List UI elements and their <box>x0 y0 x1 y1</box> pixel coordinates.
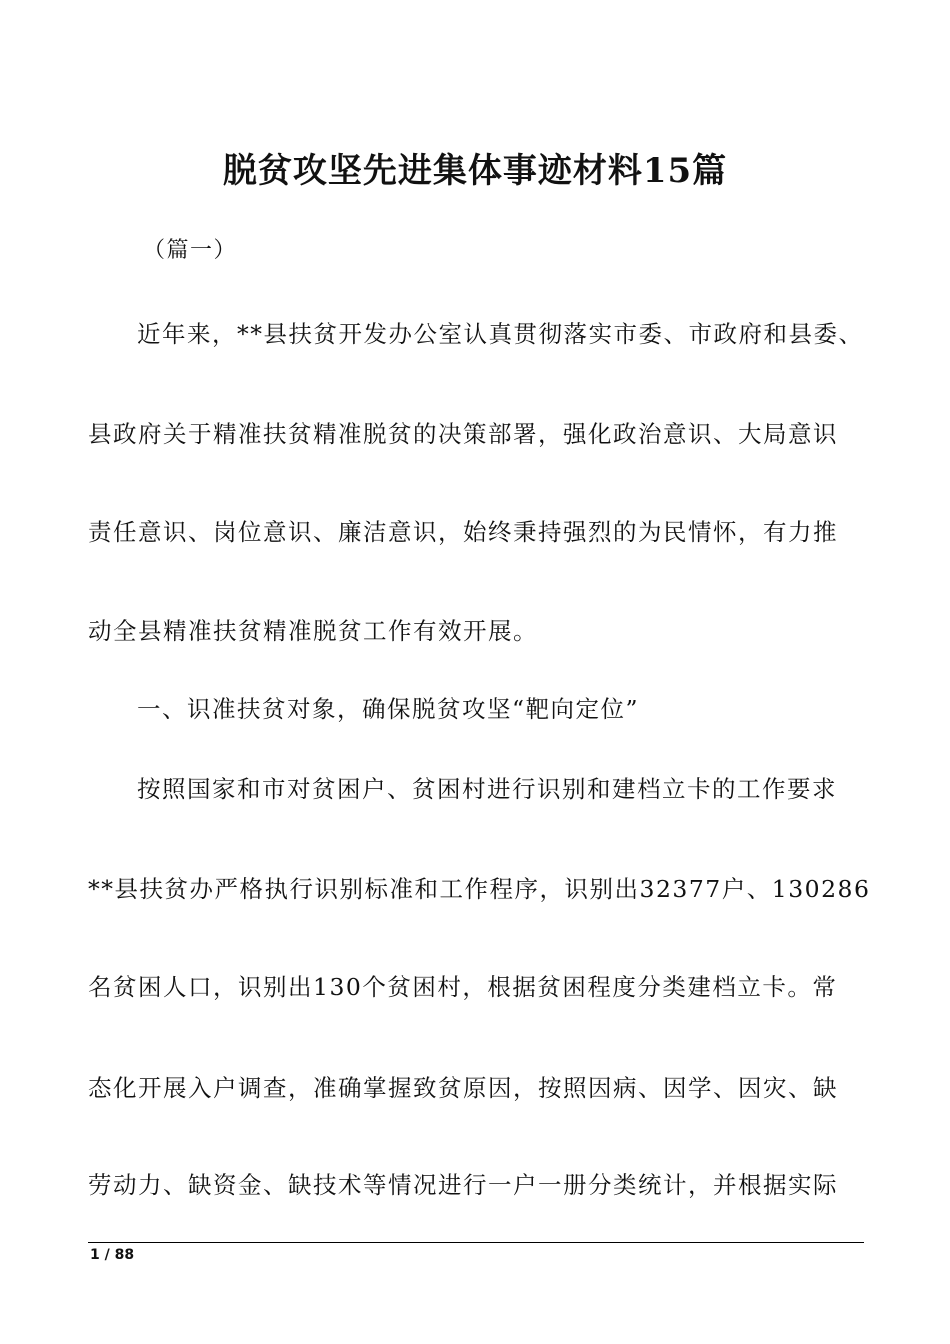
section-heading-1: 一、识准扶贫对象，确保脱贫攻坚“靶向定位” <box>137 695 640 723</box>
paragraph-line-7: 名贫困人口，识别出130个贫困村，根据贫困程度分类建档立卡。常 <box>88 973 838 1001</box>
paragraph-line-3: 责任意识、岗位意识、廉洁意识，始终秉持强烈的为民情怀，有力推 <box>88 518 838 546</box>
paragraph-line-9: 劳动力、缺资金、缺技术等情况进行一户一册分类统计，并根据实际 <box>88 1171 838 1199</box>
page-indicator: 1 / 88 <box>90 1247 135 1263</box>
paragraph-line-8: 态化开展入户调查，准确掌握致贫原因，按照因病、因学、因灾、缺 <box>88 1074 838 1102</box>
paragraph-line-5: 按照国家和市对贫困户、贫困村进行识别和建档立卡的工作要求 <box>137 775 837 803</box>
paragraph-line-6: **县扶贫办严格执行识别标准和工作程序，识别出32377户、130286 <box>88 875 871 903</box>
paragraph-line-2: 县政府关于精准扶贫精准脱贫的决策部署，强化政治意识、大局意识 <box>88 420 838 448</box>
paragraph-line-1: 近年来，**县扶贫开发办公室认真贯彻落实市委、市政府和县委、 <box>137 320 864 348</box>
section-label: （篇一） <box>143 238 238 263</box>
footer-divider <box>88 1242 864 1243</box>
document-title: 脱贫攻坚先进集体事迹材料15篇 <box>222 151 728 191</box>
paragraph-line-4: 动全县精准扶贫精准脱贫工作有效开展。 <box>88 617 538 645</box>
